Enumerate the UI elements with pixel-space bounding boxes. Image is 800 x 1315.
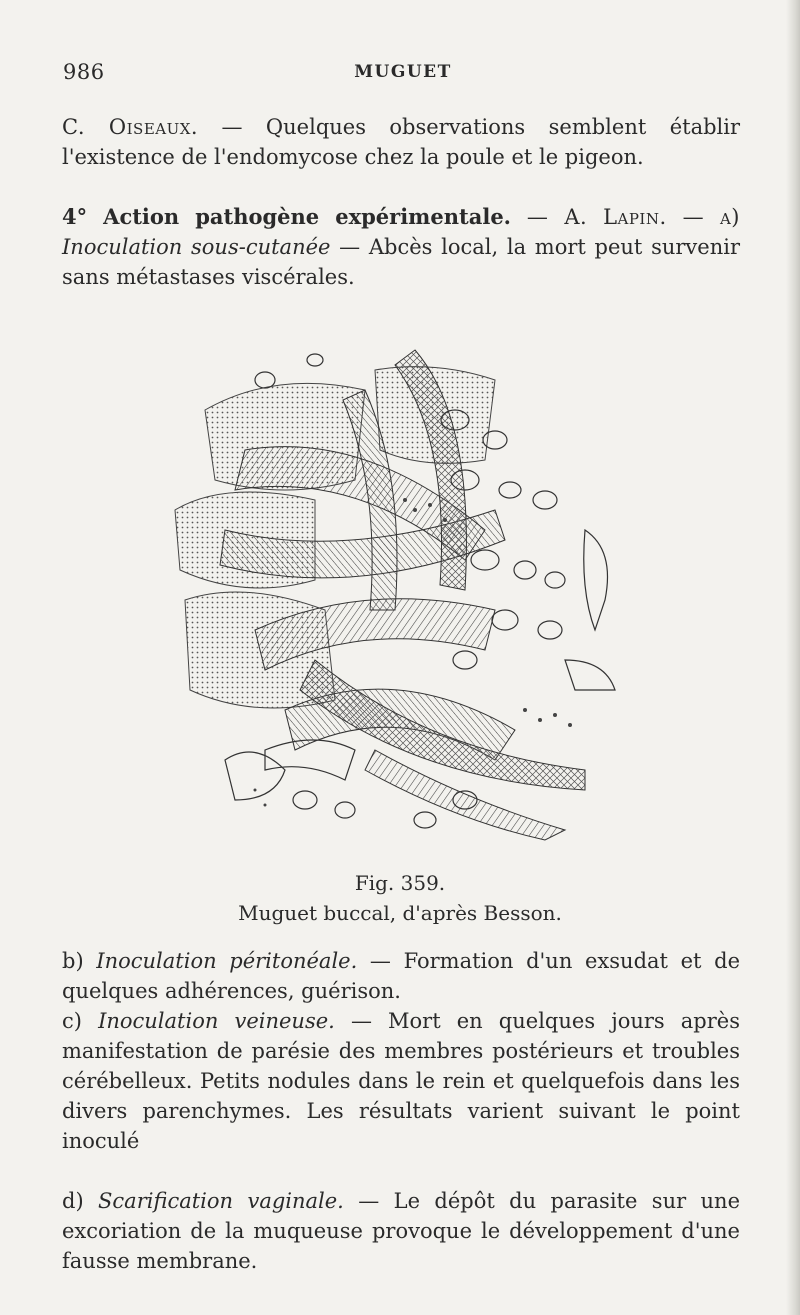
section-heading-action: 4° Action pathogène expérimentale. (62, 204, 511, 229)
paragraph-vaginale (60, 1186, 740, 1276)
paragraph-oiseaux (60, 112, 740, 172)
page-header (63, 60, 743, 90)
figure-caption: Muguet buccal, d'après Besson. (238, 901, 562, 925)
paragraph-veineuse-text: — Mort en quelques jours après manifestation de parésie des membres postérieurs et troubles cérébelleux. Petits nodules dans le rein et quelquefois dans les divers parenchymes. Les résultats varient suivant le point inoculé (62, 1009, 740, 1153)
term-vaginale: Scarification vaginale. (98, 1189, 344, 1213)
paragraph-vaginale-text: — Le dépôt du parasite sur une excoriation de la muqueuse provoque le développement d'une fausse membrane. (62, 1189, 740, 1273)
term-veineuse: Inoculation veineuse. (98, 1009, 335, 1033)
figure-number: Fig. 359. (354, 871, 446, 895)
running-head: MUGUET (354, 62, 452, 82)
paragraph-veineuse (60, 1006, 740, 1156)
subsection-lapin: — A. Lapin. — a) (511, 205, 741, 229)
term-sous-cutanee: Inoculation sous-cutanée (62, 235, 331, 259)
paragraph-oiseaux-text: — Quelques observations semblent établir l'existence de l'endomycose chez la poule et le pigeon. (62, 115, 740, 169)
item-c-prefix: c) (62, 1009, 99, 1033)
paragraph-action-text: — Abcès local, la mort peut survenir sans métastases viscérales. (62, 235, 740, 289)
paragraph-action-pathogene (60, 202, 740, 292)
page-number: 986 (63, 60, 105, 84)
paragraph-peritoneale (60, 946, 740, 1006)
paragraph-peritoneale-text: — Formation d'un exsudat et de quelques adhérences, guérison. (62, 949, 741, 1003)
term-peritoneale: Inoculation péritonéale. (96, 949, 358, 973)
figure-muguet-illustration (165, 330, 625, 850)
item-b-prefix: b) (62, 949, 97, 973)
section-label-oiseaux: C. Oiseaux. (62, 115, 199, 139)
micrograph-illustration (165, 330, 625, 850)
item-d-prefix: d) (62, 1189, 99, 1213)
page-edge-shadow (786, 0, 800, 1315)
